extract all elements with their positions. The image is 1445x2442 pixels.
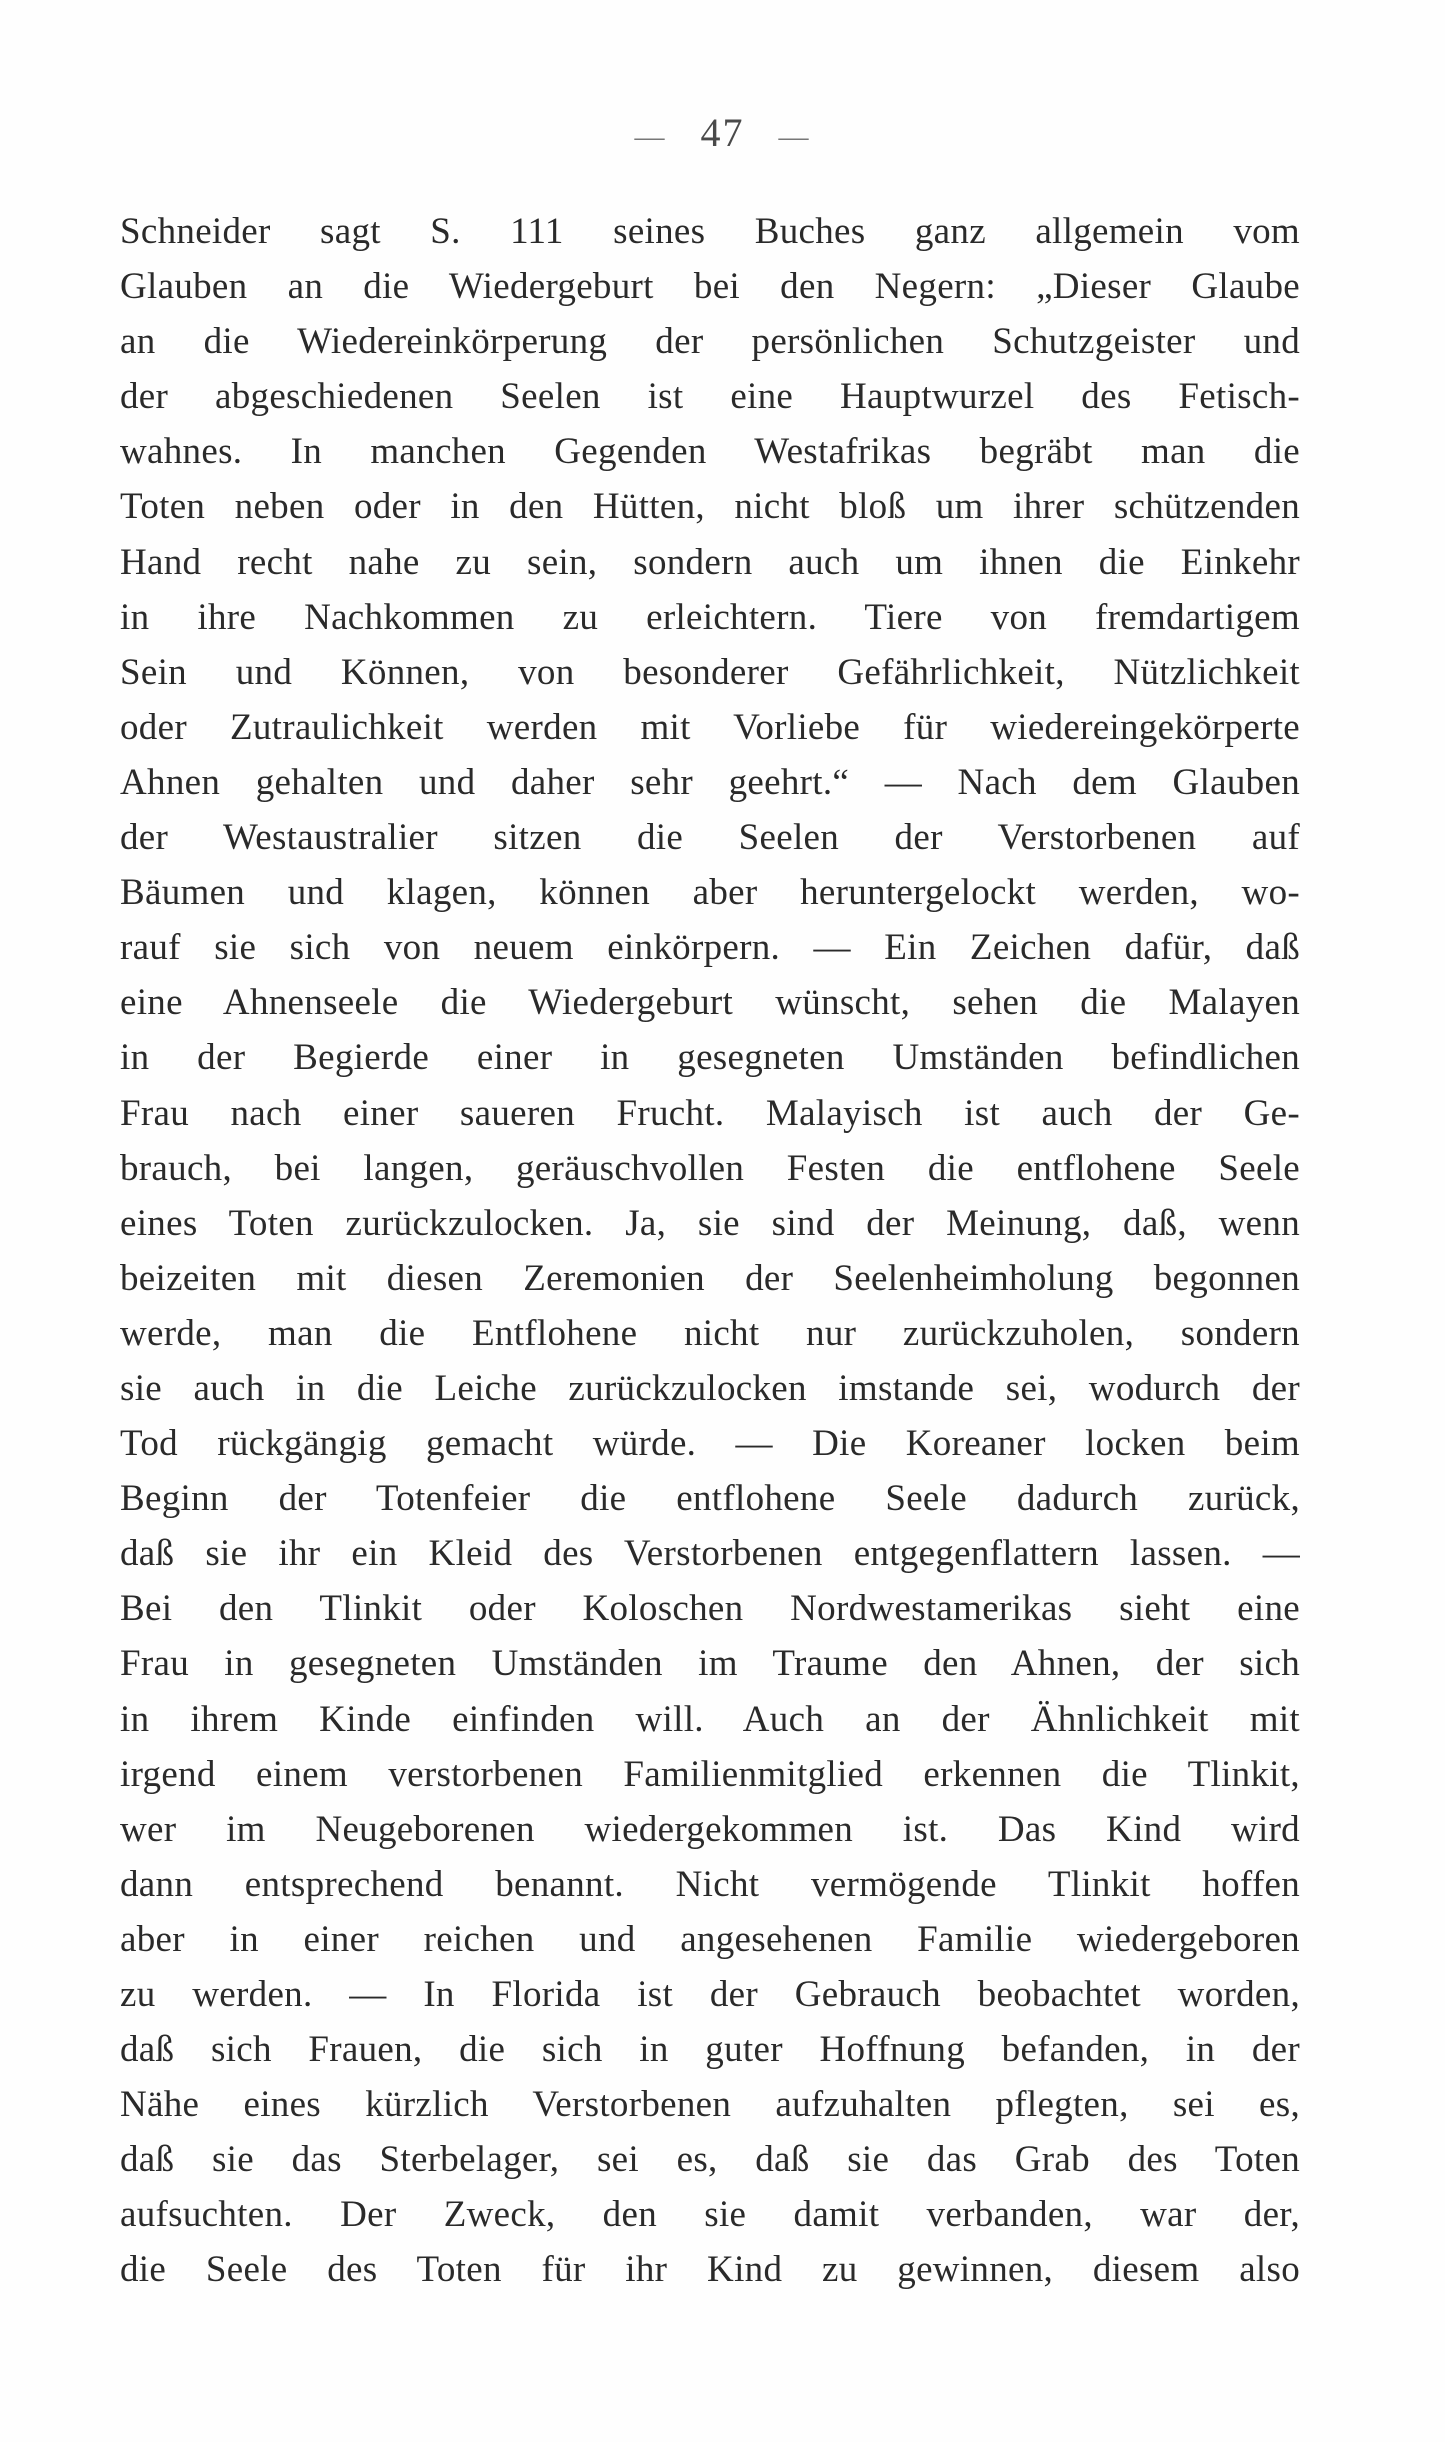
text-line: Schneider sagt S. 111 seines Buches ganz allgemein vom [120, 211, 1300, 252]
text-line: irgend einem verstorbenen Familienmitglied erkennen die Tlinkit, [120, 1753, 1300, 1795]
text-line: an die Wiedereinkörperung der persönlichen Schutzgeister und [120, 321, 1300, 363]
text-line: Bei den Tlinkit oder Koloschen Nordwestamerikas sieht eine [120, 1588, 1300, 1630]
text-line: aufsuchten. Der Zweck, den sie damit verbanden, war der, [120, 2194, 1300, 2236]
text-line: Frau nach einer saueren Frucht. Malayisch ist auch der Ge- [120, 1092, 1300, 1134]
text-line: Hand recht nahe zu sein, sondern auch um ihnen die Einkehr [120, 541, 1300, 583]
text-line: die Seele des Toten für ihr Kind zu gewinnen, diesem also [120, 2249, 1300, 2291]
text-line: wer im Neugeborenen wiedergekommen ist. Das Kind wird [120, 1808, 1300, 1850]
text-line: beizeiten mit diesen Zeremonien der Seelenheimholung begonnen [120, 1257, 1300, 1299]
text-line: sie auch in die Leiche zurückzulocken imstande sei, wodurch der [120, 1367, 1300, 1409]
text-line: dann entsprechend benannt. Nicht vermögende Tlinkit hoffen [120, 1863, 1300, 1905]
text-line: Sein und Können, von besonderer Gefährlichkeit, Nützlichkeit [120, 651, 1300, 693]
text-line: eine Ahnenseele die Wiedergeburt wünscht, sehen die Malayen [120, 982, 1300, 1024]
text-line: Frau in gesegneten Umständen im Traume den Ahnen, der sich [120, 1643, 1300, 1685]
text-line: daß sich Frauen, die sich in guter Hoffnung befanden, in der [120, 2029, 1300, 2071]
text-line: Ahnen gehalten und daher sehr geehrt.“ — Nach dem Glauben [120, 761, 1300, 803]
text-line: Glauben an die Wiedergeburt bei den Negern: „Dieser Glaube [120, 266, 1300, 308]
text-line: brauch, bei langen, geräuschvollen Festen die entflohene Seele [120, 1147, 1300, 1189]
text-line: in der Begierde einer in gesegneten Umständen befindlichen [120, 1037, 1300, 1079]
text-line: der Westaustralier sitzen die Seelen der Verstorbenen auf [120, 817, 1300, 859]
text-line: zu werden. — In Florida ist der Gebrauch beobachtet worden, [120, 1974, 1300, 2015]
text-line: wahnes. In manchen Gegenden Westafrikas begräbt man die [120, 431, 1300, 473]
text-line: rauf sie sich von neuem einkörpern. — Ein Zeichen dafür, daß [120, 927, 1300, 969]
text-line: Toten neben oder in den Hütten, nicht bloß um ihrer schützenden [120, 486, 1300, 528]
text-line: daß sie ihr ein Kleid des Verstorbenen entgegenflattern lassen. — [120, 1533, 1300, 1575]
text-line: werde, man die Entflohene nicht nur zurückzuholen, sondern [120, 1312, 1300, 1354]
text-line: in ihre Nachkommen zu erleichtern. Tiere von fremdartigem [120, 596, 1300, 638]
text-line: aber in einer reichen und angesehenen Familie wiedergeboren [120, 1918, 1300, 1960]
page-number: 47 [700, 110, 745, 155]
text-line: Beginn der Totenfeier die entflohene Seele dadurch zurück, [120, 1478, 1300, 1520]
text-line: Nähe eines kürzlich Verstorbenen aufzuhalten pflegten, sei es, [120, 2084, 1300, 2126]
text-line: Tod rückgängig gemacht würde. — Die Koreaner locken beim [120, 1423, 1300, 1465]
text-line: oder Zutraulichkeit werden mit Vorliebe für wiedereingekörperte [120, 706, 1300, 748]
page-header [0, 108, 1445, 162]
header-dash-right: — [778, 119, 811, 153]
body-text [120, 204, 1300, 2298]
text-line: der abgeschiedenen Seelen ist eine Hauptwurzel des Fetisch- [120, 376, 1300, 418]
header-dash-left: — [634, 119, 667, 153]
text-line: daß sie das Sterbelager, sei es, daß sie das Grab des Toten [120, 2139, 1300, 2181]
text-line: in ihrem Kinde einfinden will. Auch an der Ähnlichkeit mit [120, 1698, 1300, 1740]
text-line: eines Toten zurückzulocken. Ja, sie sind der Meinung, daß, wenn [120, 1202, 1300, 1244]
text-line: Bäumen und klagen, können aber heruntergelockt werden, wo- [120, 872, 1300, 914]
